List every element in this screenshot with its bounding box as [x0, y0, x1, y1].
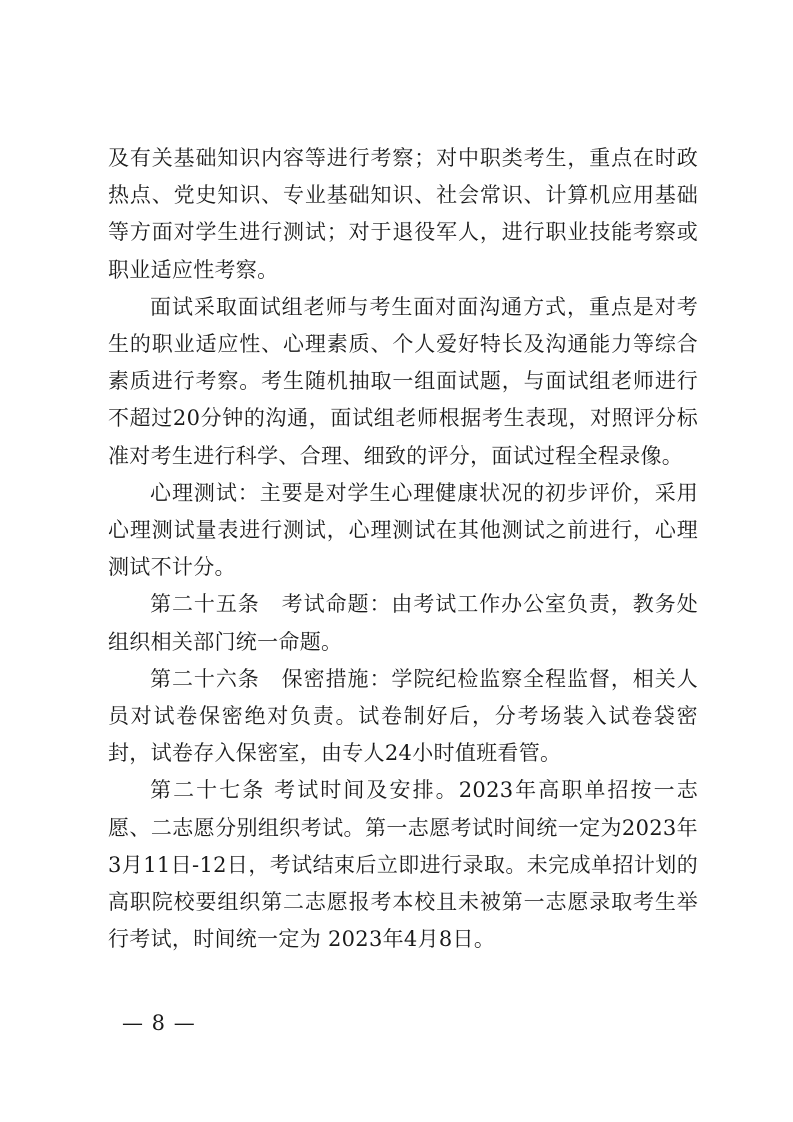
paragraph-exam-content: 及有关基础知识内容等进行考察；对中职类考生，重点在时政热点、党史知识、专业基础知识、社会常识、计算机应用基础等方面对学生进行测试；对于退役军人，进行职业技能考察或职业适应性考察。 — [108, 146, 698, 282]
paragraph-interview: 面试采取面试组老师与考生面对面沟通方式，重点是对考生的职业适应性、心理素质、个人爱好特长及沟通能力等综合素质进行考察。考生随机抽取一组面试题，与面试组老师进行不超过20分钟的沟通，面试组老师根据考生表现，对照评分标准对考生进行科学、合理、细致的评分，面试过程全程录像。 — [108, 294, 698, 468]
paragraph-article-26: 第二十六条 保密措施：学院纪检监察全程监督，相关人员对试卷保密绝对负责。试卷制好后，分考场装入试卷袋密封，试卷存入保密室，由专人24小时值班看管。 — [108, 666, 698, 766]
paragraph-psych-test: 心理测试：主要是对学生心理健康状况的初步评价，采用心理测试量表进行测试，心理测试在其他测试之前进行，心理测试不计分。 — [108, 480, 698, 580]
paragraph-article-25: 第二十五条 考试命题：由考试工作办公室负责，教务处组织相关部门统一命题。 — [108, 592, 698, 654]
document-body — [108, 140, 698, 958]
page-number: — 8 — — [122, 1011, 196, 1035]
paragraph-article-27: 第二十七条 考试时间及安排。2023年高职单招按一志愿、二志愿分别组织考试。第一志愿考试时间统一定为2023年3月11日-12日，考试结束后立即进行录取。未完成单招计划的高职院校要组织第二志愿报考本校且未被第一志愿录取考生举行考试，时间统一定为 2023年4月8日。 — [108, 778, 698, 952]
